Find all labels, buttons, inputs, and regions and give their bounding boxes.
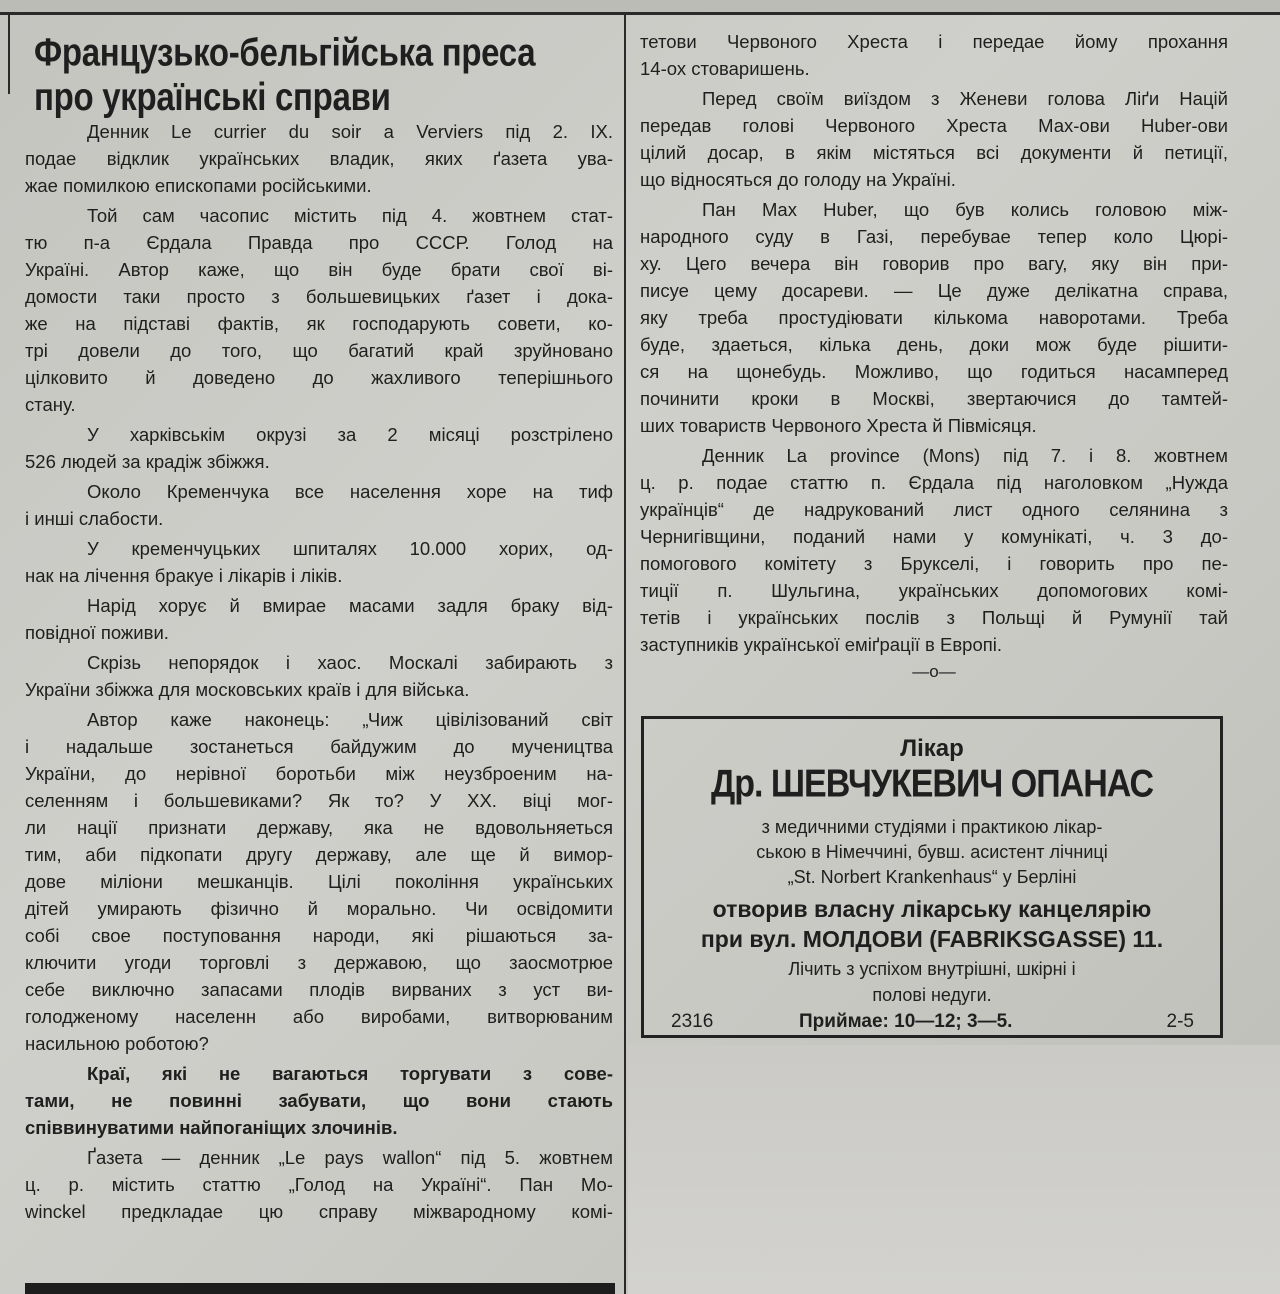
text-line: України збіжжа для московських країв і для війська. [25, 679, 470, 700]
text-line: 14-ох стоваришень. [640, 58, 810, 79]
text-line: Около Кременчука все населення хоре на тиф [87, 481, 613, 502]
ad-footer [644, 1011, 1220, 1037]
text-line: Денник La province (Mons) під 7. і 8. жовтнем [702, 445, 1228, 466]
article-title [34, 30, 579, 120]
text-line: що відносяться до голоду на Україні. [640, 169, 956, 190]
text-line: тиції п. Шульгина, українських допомогових комі- [640, 580, 1228, 601]
text-line: тетів і українських послів з Польщі й Румунії тай [640, 607, 1228, 628]
article-paragraph [640, 28, 1228, 82]
ad-issue-range: 2-5 [1166, 1011, 1194, 1032]
ad-bold-line: отворив власну лікарську канцелярію [712, 896, 1152, 922]
text-line: Перед своїм виїздом з Женеви голова Ліґи Націй [702, 88, 1228, 109]
text-line: цілковито й доведено до жахливого теперішнього [25, 367, 613, 388]
text-line: Денник Le currier du soir a Verviers під 2. IX. [87, 121, 613, 142]
text-line: собі свое поступовання народи, які рішаються за- [25, 925, 613, 946]
text-line: Нарід хорує й вмирае масами задля браку від- [87, 595, 613, 616]
text-line: насильною роботою? [25, 1033, 209, 1054]
article-paragraph [25, 421, 613, 475]
bottom-rule [25, 1283, 615, 1294]
text-line: Україні. Автор каже, що він буде брати свої ві- [25, 259, 613, 280]
article-paragraph [25, 1060, 613, 1141]
article-paragraph [25, 1144, 613, 1225]
text-line: ключити угоди торговлі з державою, що заосмотрюе [25, 952, 613, 973]
text-line: Той сам часопис містить під 4. жовтнем стат- [87, 205, 613, 226]
text-line: України, до нерівної боротьби між неузброеним на- [25, 763, 613, 784]
text-line: стану. [25, 394, 76, 415]
previous-section-strip [0, 0, 1280, 12]
right-column [640, 28, 1228, 685]
column-divider [624, 14, 626, 1294]
article-paragraph [25, 592, 613, 646]
text-line: народного суду в Газі, перебувае тепер коло Цюрі- [640, 226, 1228, 247]
title-line-2: про українські справи [34, 74, 391, 119]
text-line: заступників української еміґрації в Европі. [640, 634, 1002, 655]
ad-treats-line: Лічить з успіхом внутрішні, шкірні і [788, 959, 1076, 979]
article-paragraph [25, 649, 613, 703]
ad-bold-line: при вул. МОЛДОВИ (FABRIKSGASSE) 11. [700, 926, 1164, 952]
text-line: подае відклик українських владик, яких ґазета ува- [25, 148, 613, 169]
text-line: нак на лічення бракуе і лікарів і ліків. [25, 565, 343, 586]
article-paragraph [640, 442, 1228, 658]
text-line: же на підставі фактів, як господарують совети, ко- [25, 313, 613, 334]
top-rule [0, 12, 1280, 15]
text-line: ц. р. подае статтю п. Єрдала під наголовком „Нужда [640, 472, 1228, 493]
article-paragraph [640, 196, 1228, 439]
text-line: Автор каже наконець: „Чиж цівілізований світ [87, 709, 613, 730]
ad-line: з медичними студіями і практикою лікар- [761, 817, 1103, 837]
text-line: писуе цему досареви. — Це дуже делікатна справа, [640, 280, 1228, 301]
ad-line: „St. Norbert Krankenhaus“ у Берліні [787, 867, 1077, 887]
text-line: повідної поживи. [25, 622, 169, 643]
text-line: Скрізь непорядок і хаос. Москалі забирають з [87, 652, 613, 673]
text-line: дітей умирають фізично й морально. Чи освідомити [25, 898, 613, 919]
text-line: домости таки просто з большевицьких ґазет і дока- [25, 286, 613, 307]
text-line: Чернигівщини, поданий нами у комунікаті, ч. 3 до- [640, 526, 1228, 547]
article-paragraph [25, 706, 613, 1057]
text-line: яку треба простудіювати кількома наворотами. Треба [640, 307, 1228, 328]
text-line: і инші слабости. [25, 508, 164, 529]
ad-heading: Лікар [900, 735, 964, 762]
text-line: winckel предкладае цю справу міжвародному комі- [25, 1201, 613, 1222]
article-paragraph [25, 118, 613, 199]
text-line: українців“ де надрукований лист одного селянина з [640, 499, 1228, 520]
title-line-1: Французько-бельгійська преса [34, 30, 536, 74]
ad-treats-line: полові недуги. [872, 985, 992, 1005]
text-line: Ґазета — денник „Le pays wallon“ під 5. жовтнем [87, 1147, 613, 1168]
text-line: трі довели до того, що багатий край зруйновано [25, 340, 613, 361]
article-paragraph [25, 202, 613, 418]
ad-line: ською в Німеччині, бувш. асистент лічниці [756, 842, 1108, 862]
text-line: Пан Max Huber, що був колись головою між- [702, 199, 1228, 220]
text-line: ц. р. містить статтю „Голод на Україні“. Пан Мо- [25, 1174, 613, 1195]
text-line: помогового комітету з Брукселі, і говорить про пе- [640, 553, 1228, 574]
text-line: тю п-а Єрдала Правда про СССР. Голод на [25, 232, 613, 253]
article-paragraph [25, 535, 613, 589]
text-line: починити кроки в Москві, звертаючися до тамтей- [640, 388, 1228, 409]
section-separator: —o— [912, 662, 956, 681]
text-line: дове міліони мешканців. Цілі покоління українських [25, 871, 613, 892]
text-line: ших товариств Червоного Хреста й Півмісяця. [640, 415, 1037, 436]
text-line: голодженому населенн або виробами, витворюваним [25, 1006, 613, 1027]
ad-hours: Приймае: 10—12; 3—5. [799, 1011, 1013, 1032]
text-line: тетови Червоного Хреста і передае йому прохання [640, 31, 1228, 52]
text-line: і надальше зостанеться байдужим до мучеництва [25, 736, 613, 757]
text-line: Краї, які не вагаються торгувати з сове- [87, 1063, 613, 1084]
text-line: себе виключно запасами плодів вирваних з уст ви- [25, 979, 613, 1000]
text-line: буде, здаеться, кілька день, доки мож буде рішити- [640, 334, 1228, 355]
text-line: співвинуватими найпоганіщих злочинів. [25, 1117, 398, 1138]
text-line: У харківськім окрузі за 2 місяці розстрілено [87, 424, 613, 445]
text-line: тим, аби підкопати другу державу, але ще й вимор- [25, 844, 613, 865]
text-line: ли нації признати державу, яка не вдовольняеться [25, 817, 613, 838]
left-rule [8, 14, 10, 94]
text-line: селенням і большевиками? Як то? У XX. віці мог- [25, 790, 613, 811]
text-line: жае помилкою епископами російськими. [25, 175, 372, 196]
article-paragraph [640, 85, 1228, 193]
text-line: тами, не повинні забувати, що вони стають [25, 1090, 613, 1111]
ad-doctor-name: Др. ШЕВЧУКЕВИЧ ОПАНАС [710, 762, 1154, 806]
text-line: передав голові Червоного Хреста Мах-ови Huber-ови [640, 115, 1228, 136]
text-line: цілий досар, в якім містяться всі документи й петиції, [640, 142, 1228, 163]
blank-area [628, 1045, 1280, 1294]
left-column [25, 118, 613, 1228]
text-line: ся на щонебудь. Можливо, що годиться насамперед [640, 361, 1228, 382]
article-paragraph [25, 478, 613, 532]
text-line: ху. Цего вечера він говорив про вагу, яку він при- [640, 253, 1228, 274]
text-line: У кременчуцьких шпиталях 10.000 хорих, од- [87, 538, 613, 559]
text-line: 526 людей за крадіж збіжжя. [25, 451, 270, 472]
doctor-advertisement [641, 716, 1223, 1038]
ad-ref-number: 2316 [671, 1011, 714, 1032]
